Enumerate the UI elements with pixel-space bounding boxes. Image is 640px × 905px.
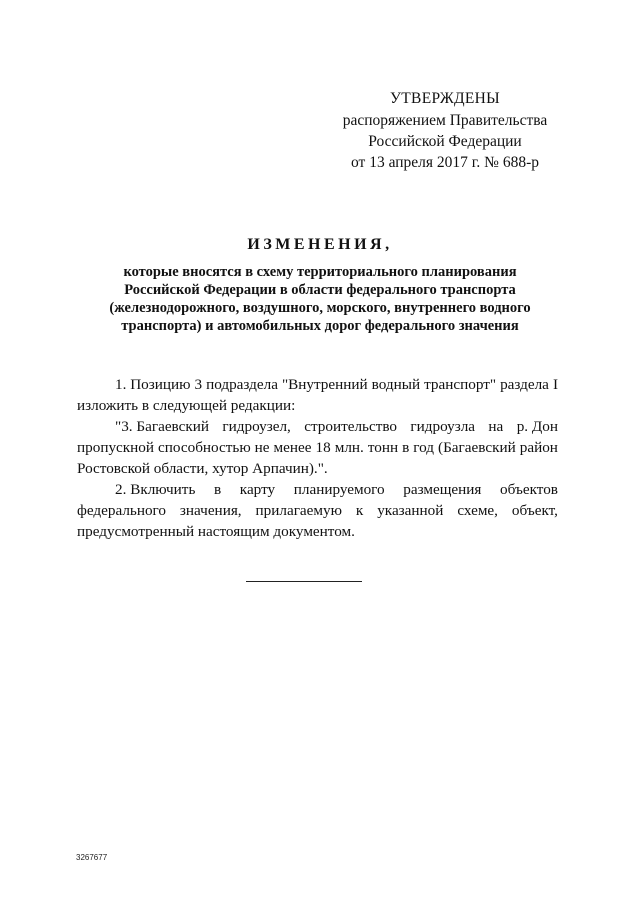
word: прилагаемую — [255, 502, 342, 519]
word: гидроузел, — [222, 418, 291, 435]
document-number: 3267677 — [76, 853, 108, 862]
word: гидроузла — [410, 418, 476, 435]
word: значения, — [179, 502, 242, 519]
paragraph-3-line-3: предусмотренный настоящим документом. — [77, 523, 355, 540]
subtitle-line-1: которые вносятся в схему территориального планирования — [123, 264, 517, 280]
word: 3 — [194, 376, 203, 393]
word: не — [254, 439, 270, 456]
word: указанной — [377, 502, 444, 519]
word: транспорт" — [424, 376, 497, 393]
word: строительство — [304, 418, 398, 435]
word: способностью — [158, 439, 251, 456]
paragraph-2-line-1 — [77, 416, 558, 437]
subtitle-line-3: (железнодорожного, воздушного, морского, внутреннего водного — [109, 300, 531, 316]
paragraph-3-line-1 — [77, 479, 558, 500]
word: объектов — [500, 481, 558, 498]
word: тонн — [367, 439, 399, 456]
paragraph-2-line-3: Ростовской области, хутор Арпачин).". — [77, 460, 328, 477]
word: 1. Позицию — [115, 376, 191, 393]
document-title: ИЗМЕНЕНИЯ, — [247, 236, 393, 253]
word: 2. Включить — [115, 481, 196, 498]
word: к — [355, 502, 364, 519]
word: менее — [273, 439, 312, 456]
closing-divider — [246, 581, 362, 582]
word: подраздела — [206, 376, 278, 393]
approval-block — [340, 88, 550, 173]
approval-line-1: распоряжением Правительства — [342, 112, 548, 129]
paragraph-1-line-2: изложить в следующей редакции: — [77, 397, 296, 414]
approval-line-2: Российской Федерации — [368, 133, 522, 150]
word: I — [552, 376, 558, 393]
word: "3. Багаевский — [115, 418, 210, 435]
paragraph-2-line-2 — [77, 437, 558, 458]
word: 18 — [315, 439, 331, 456]
word: район — [519, 439, 558, 456]
word: (Багаевский — [438, 439, 516, 456]
word: "Внутренний — [281, 376, 368, 393]
subtitle-line-2: Российской Федерации в области федерального транспорта — [124, 282, 516, 298]
word: в — [214, 481, 222, 498]
word: год — [413, 439, 435, 456]
document-body — [77, 374, 558, 542]
word: размещения — [403, 481, 482, 498]
word: пропускной — [77, 439, 155, 456]
word: объект, — [511, 502, 558, 519]
word: в — [402, 439, 410, 456]
word: федерального — [77, 502, 166, 519]
word: схеме, — [457, 502, 498, 519]
word: водный — [371, 376, 421, 393]
word: карту — [239, 481, 276, 498]
approval-heading: УТВЕРЖДЕНЫ — [390, 90, 500, 107]
subtitle-line-4: транспорта) и автомобильных дорог федерального значения — [121, 318, 519, 334]
word: планируемого — [293, 481, 385, 498]
word: раздела — [500, 376, 549, 393]
word: на — [488, 418, 504, 435]
document-subtitle — [80, 263, 560, 335]
paragraph-1-line-1 — [77, 374, 558, 395]
word: млн. — [334, 439, 364, 456]
approval-line-3: от 13 апреля 2017 г. № 688-р — [351, 154, 539, 171]
paragraph-3-line-2 — [77, 500, 558, 521]
word: р. Дон — [516, 418, 558, 435]
